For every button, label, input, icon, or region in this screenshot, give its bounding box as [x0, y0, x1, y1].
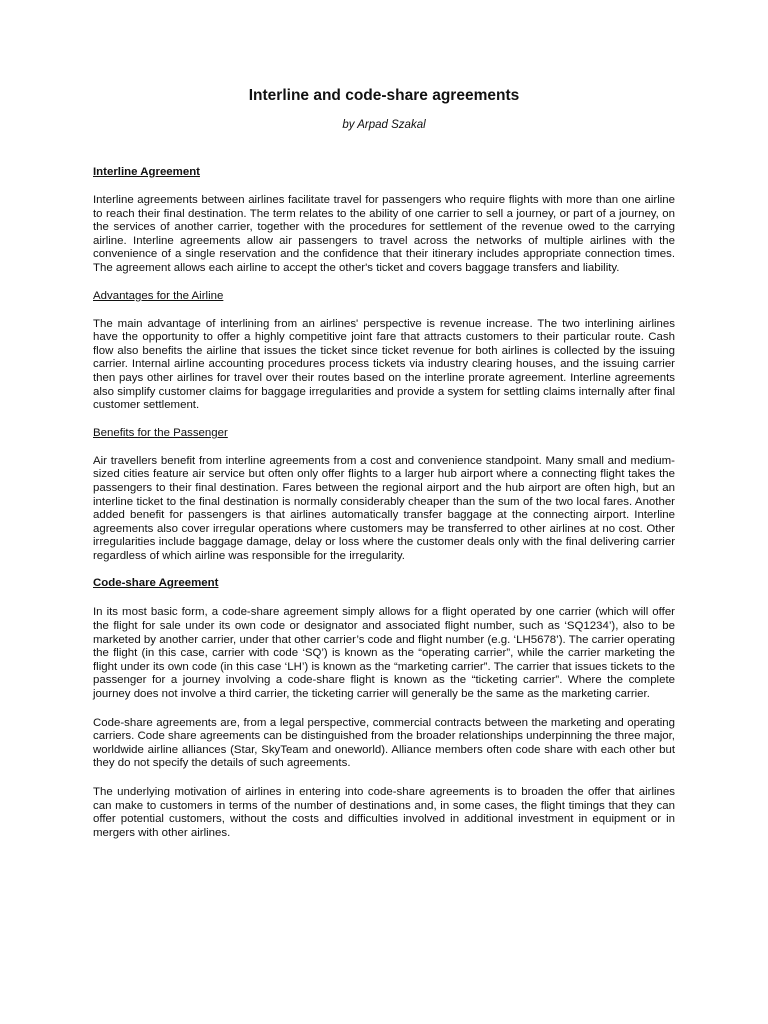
document-title: Interline and code-share agreements: [248, 87, 520, 104]
section-heading-interline-agreement: Interline Agreement: [93, 166, 200, 178]
paragraph-benefits: Air travellers benefit from interline agreements from a cost and convenience standpoint. Many small and medium-sized cities feature air service but often only offer flights to a larger hub airport where a connecting flight takes the passengers to their final destination. Fares between the regional airport and the hub airport are often high, but an interline ticket to the final destination is normally considerably cheaper than the sum of the two local fares. Another added benefit for passengers is that airlines automatically transfer baggage at the connecting airport. Interline agreements also cover irregular operations where customers may be transferred to other airlines at no cost. Other irregularities include baggage damage, delay or loss where the customer deals only with the final delivering carrier regardless of which airline was responsible for the irregularity.: [93, 454, 675, 562]
paragraph-interline-intro: Interline agreements between airlines facilitate travel for passengers who require flights with more than one airline to reach their final destination. The term relates to the ability of one carrier to sell a journey, or part of a journey, on the services of another carrier, together with the procedures for settlement of the revenue owed to the carrying airline. Interline agreements allow air passengers to travel across the networks of multiple airlines with the convenience of a single reservation and the confidence that their itinerary includes appropriate connection times. The agreement allows each airline to accept the other's ticket and covers baggage transfers and liability.: [93, 194, 675, 274]
section-heading-code-share-agreement: Code-share Agreement: [93, 577, 219, 590]
document-page: [93, 86, 675, 840]
author-byline: by Arpad Szakal: [342, 119, 426, 131]
paragraph-codeshare-definition: In its most basic form, a code-share agreement simply allows for a flight operated by one carrier (which will offer the flight for sale under its own code or designator and associated flight number, such as ‘SQ1234’), also to be marketed by another carrier, under that other carrier’s code and flight number (e.g. ‘LH5678’). The carrier operating the flight (in this case, carrier with code ‘SQ’) is known as the “operating carrier”, while the carrier marketing the flight under its own code (in this case ‘LH’) is known as the “marketing carrier”. The carrier that issues tickets to the passenger for a journey involving a code-share flight is known as the “ticketing carrier”. Where the complete journey does not involve a third carrier, the ticketing carrier will generally be the same as the marketing carrier.: [93, 606, 675, 701]
paragraph-advantages: The main advantage of interlining from an airlines' perspective is revenue increase. The two interlining airlines have the opportunity to offer a highly competitive joint fare that attracts customers to their particular route. Cash flow also benefits the airline that issues the ticket since ticket revenue for both airlines is collected by the issuing carrier. Internal airline accounting procedures process tickets via industry clearing houses, and the issuing carrier then pays other airlines for travel over their routes based on the interline prorate agreement. Interline agreements also simplify customer claims for baggage irregularities and provide a system for settling claims internally after final customer settlement.: [93, 317, 675, 412]
paragraph-codeshare-legal: Code-share agreements are, from a legal perspective, commercial contracts between the marketing and operating carriers. Code share agreements can be distinguished from the broader relationships underpinning the three major, worldwide airline alliances (Star, SkyTeam and oneworld). Alliance members often code share with each other but they do not specify the details of such agreements.: [93, 716, 675, 770]
paragraph-codeshare-motivation: The underlying motivation of airlines in entering into code-share agreements is to broaden the offer that airlines can make to customers in terms of the number of destinations and, in some cases, the flight timings that they can offer potential customers, without the costs and difficulties involved in additional investment in equipment or in mergers with other airlines.: [93, 786, 675, 839]
subheading-benefits-for-passenger: Benefits for the Passenger: [93, 426, 228, 439]
subheading-advantages-for-airline: Advantages for the Airline: [93, 289, 224, 302]
